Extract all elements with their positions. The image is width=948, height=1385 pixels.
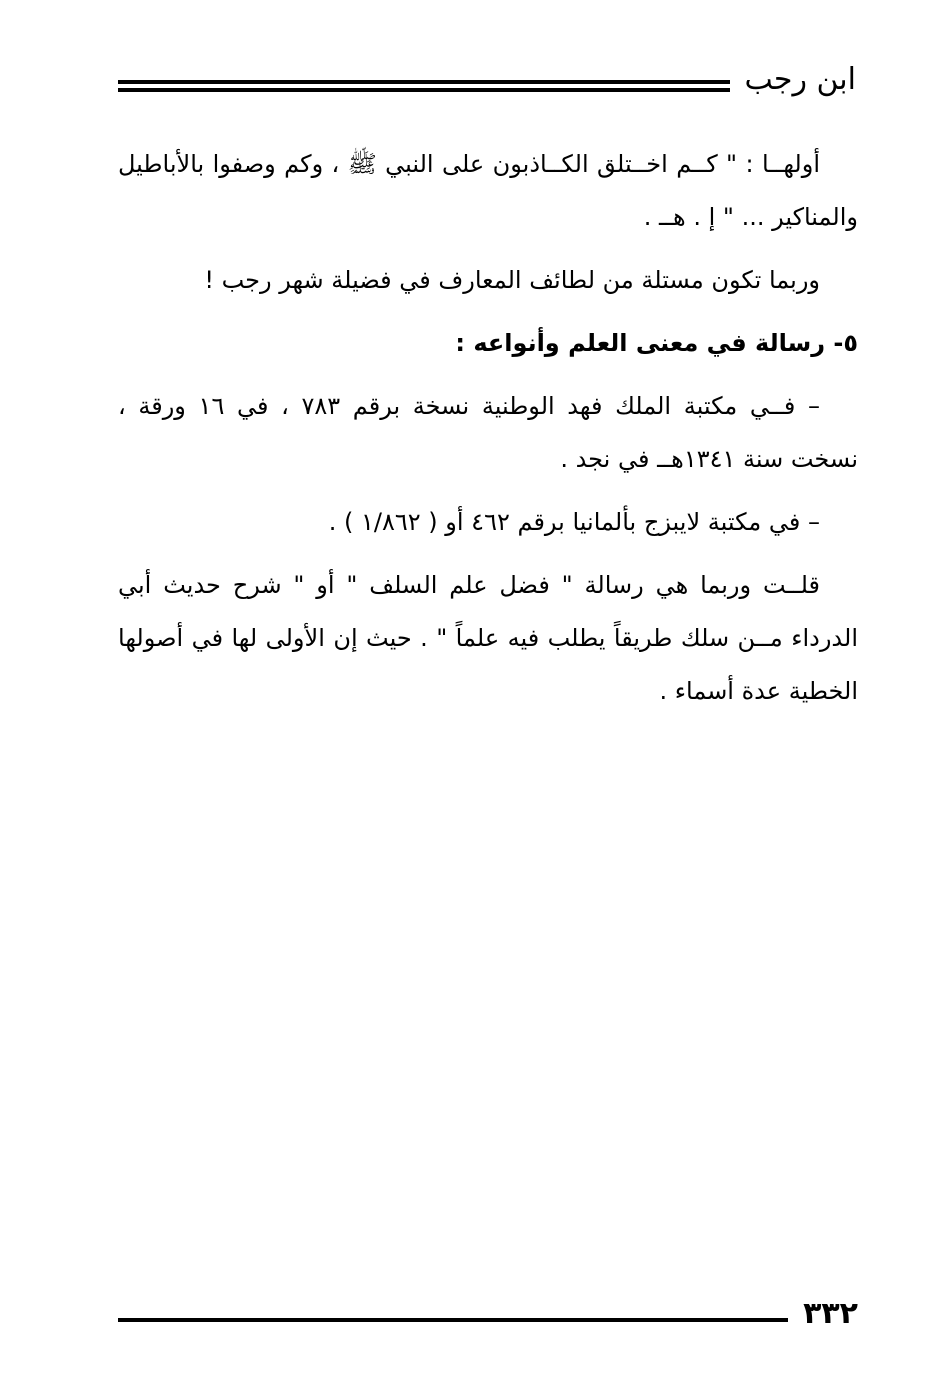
comment-paragraph: قلــت وربما هي رسالة " فضل علم السلف " أو " شرح حديث أبي الدرداء مــن سلك طريقاً يطلب فيه علماً " . حيث إن الأولى لها في أصولها الخطية عدة أسماء . (118, 571, 858, 705)
manuscript-entry-2: – في مكتبة لايبزج بألمانيا برقم ٤٦٢ أو ( ١/٨٦٢ ) . (328, 508, 820, 536)
page-header (118, 62, 856, 102)
section-heading: ٥- رسالة في معنى العلم وأنواعه : (455, 329, 858, 357)
footer-rule (118, 1318, 788, 1322)
page-number: ٣٣٢ (803, 1296, 858, 1331)
quote-paragraph: أولهــا : " كــم اخــتلق الكــاذبون على النبي ﷺ ، وكم وصفوا بالأباطيل والمناكير ... " إ . هــ . (118, 150, 858, 231)
running-title: ابن رجب (744, 62, 856, 97)
header-rule-bottom-line (118, 88, 730, 92)
page-footer (118, 1296, 858, 1336)
note-paragraph: وربما تكون مستلة من لطائف المعارف في فضيلة شهر رجب ! (204, 266, 820, 294)
page-body (118, 138, 858, 728)
header-double-rule (118, 80, 730, 92)
manuscript-entry-1: – فــي مكتبة الملك فهد الوطنية نسخة برقم ٧٨٣ ، في ١٦ ورقة ، نسخت سنة ١٣٤١هــ في نجد . (118, 392, 858, 473)
header-rule-top-line (118, 80, 730, 84)
